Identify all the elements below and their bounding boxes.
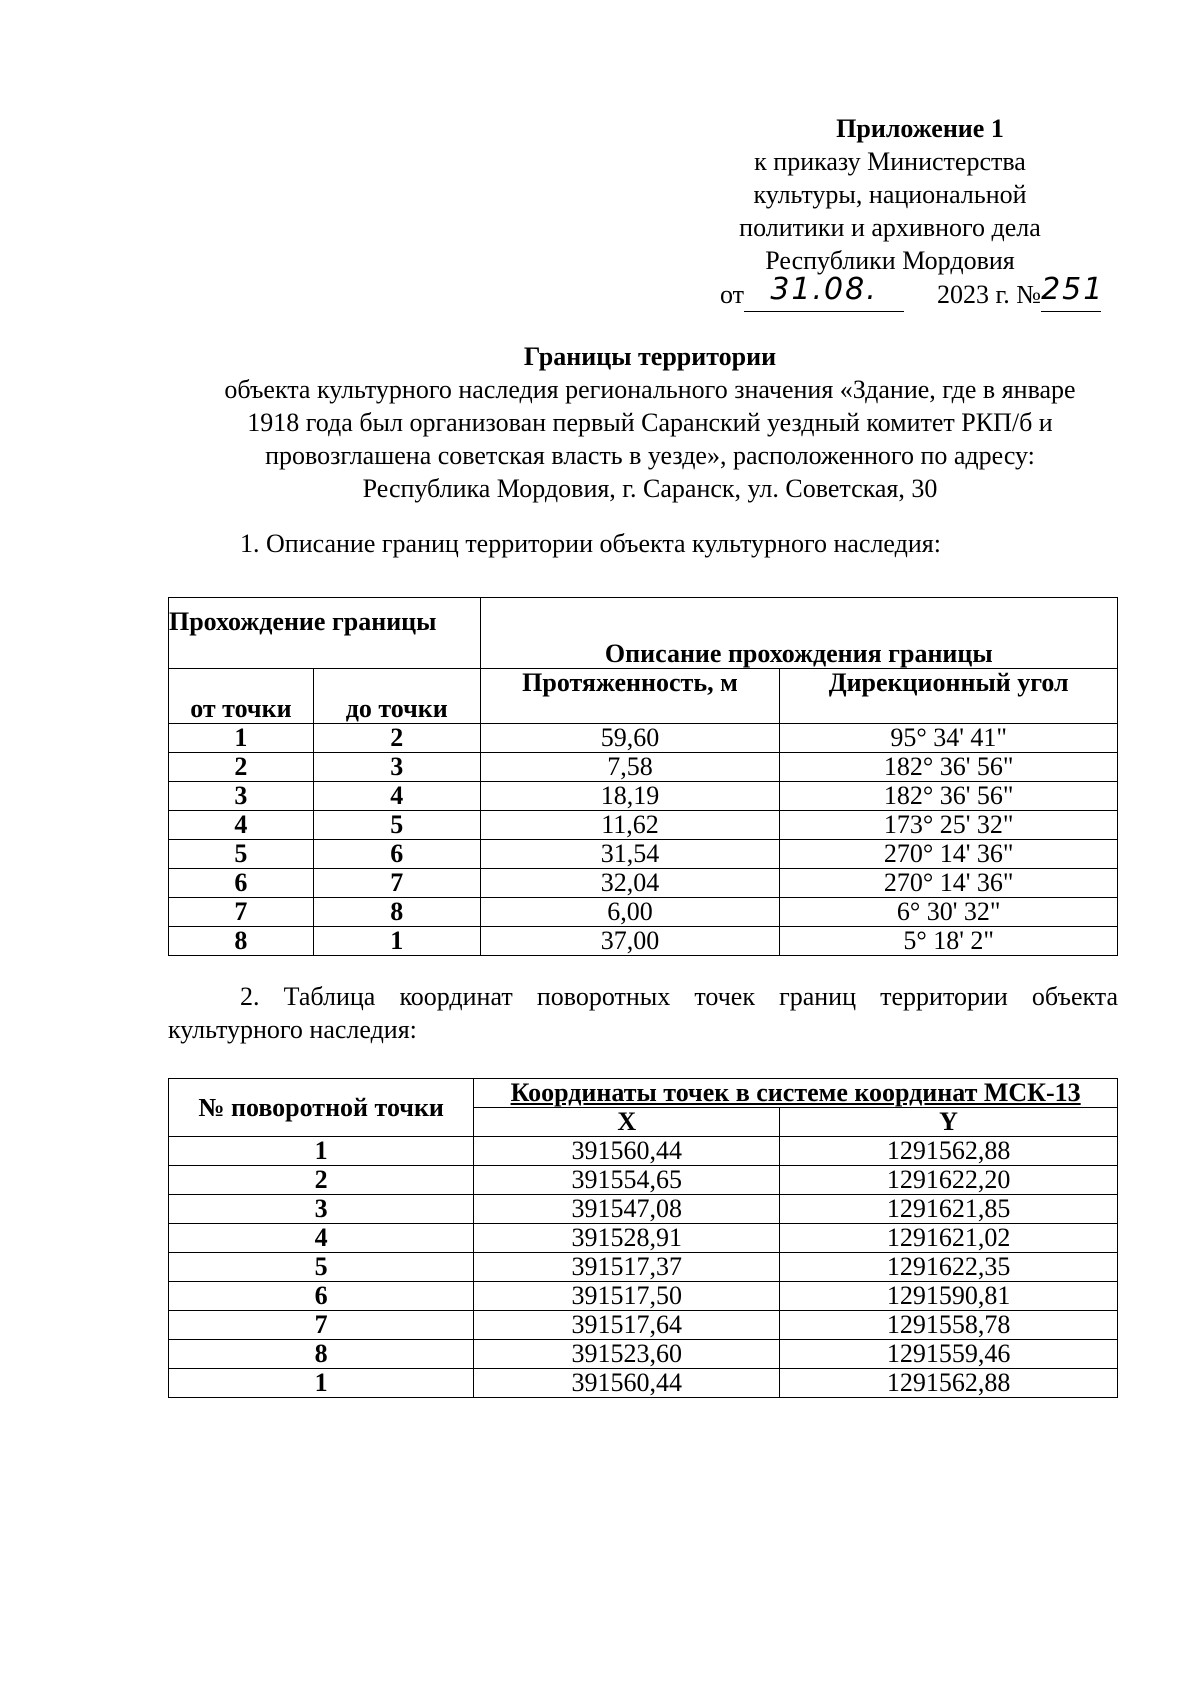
from-label: от [720, 280, 745, 309]
appendix-block [700, 112, 1080, 277]
cell-to-point: 2 [313, 724, 480, 753]
table-row [169, 1253, 1118, 1282]
cell-to-point: 7 [313, 869, 480, 898]
cell-angle: 95° 34' 41" [780, 724, 1118, 753]
cell-point-number: 2 [169, 1166, 474, 1195]
cell-from-point: 6 [169, 869, 314, 898]
header-boundary-description: Описание прохождения границы [480, 598, 1117, 669]
cell-length: 31,54 [480, 840, 780, 869]
appendix-line-2: культуры, национальной [753, 180, 1027, 209]
cell-x: 391528,91 [474, 1224, 780, 1253]
cell-x: 391560,44 [474, 1369, 780, 1398]
table-row [169, 1282, 1118, 1311]
cell-y: 1291590,81 [780, 1282, 1118, 1311]
cell-y: 1291621,85 [780, 1195, 1118, 1224]
cell-length: 37,00 [480, 927, 780, 956]
table-row [169, 1369, 1118, 1398]
cell-to-point: 6 [313, 840, 480, 869]
cell-y: 1291622,20 [780, 1166, 1118, 1195]
header-coordinates-system: Координаты точек в системе координат МСК-13 [474, 1079, 1118, 1108]
section-2-title: 2. Таблица координат поворотных точек границ территории объекта культурного наследия: [168, 982, 1118, 1044]
table-row [169, 1195, 1118, 1224]
cell-y: 1291559,46 [780, 1340, 1118, 1369]
cell-x: 391523,60 [474, 1340, 780, 1369]
table-row [169, 1340, 1118, 1369]
cell-y: 1291622,35 [780, 1253, 1118, 1282]
col-x: X [474, 1108, 780, 1137]
header-boundary-pass: Прохождение границы [169, 598, 481, 669]
table-row [169, 1137, 1118, 1166]
cell-angle: 173° 25' 32" [780, 811, 1118, 840]
col-point-number: № поворотной точки [169, 1079, 474, 1137]
section-1-title: 1. Описание границ территории объекта культурного наследия: [240, 529, 941, 558]
cell-from-point: 7 [169, 898, 314, 927]
cell-length: 11,62 [480, 811, 780, 840]
cell-to-point: 1 [313, 927, 480, 956]
order-date-number-line [720, 272, 1105, 312]
cell-y: 1291562,88 [780, 1137, 1118, 1166]
cell-to-point: 5 [313, 811, 480, 840]
cell-angle: 270° 14' 36" [780, 840, 1118, 869]
cell-x: 391517,37 [474, 1253, 780, 1282]
date-blank [744, 272, 904, 312]
cell-point-number: 1 [169, 1369, 474, 1398]
cell-from-point: 4 [169, 811, 314, 840]
handwritten-number: 251 [1041, 272, 1105, 307]
boundary-rows [169, 724, 1118, 956]
table-row [169, 840, 1118, 869]
cell-to-point: 4 [313, 782, 480, 811]
coordinates-table [168, 1078, 1118, 1398]
appendix-line-4: Республики Мордовия [765, 246, 1015, 275]
appendix-title: Приложение 1 [836, 114, 1004, 143]
cell-from-point: 1 [169, 724, 314, 753]
cell-length: 18,19 [480, 782, 780, 811]
cell-point-number: 3 [169, 1195, 474, 1224]
table-row [169, 898, 1118, 927]
table-row [169, 1311, 1118, 1340]
table-row [169, 782, 1118, 811]
cell-point-number: 4 [169, 1224, 474, 1253]
table-row [169, 753, 1118, 782]
year-number-label: 2023 г. № [937, 280, 1042, 309]
cell-y: 1291562,88 [780, 1369, 1118, 1398]
table-row [169, 1224, 1118, 1253]
handwritten-date: 31.08. [770, 272, 878, 307]
cell-from-point: 5 [169, 840, 314, 869]
col-angle: Дирекционный угол [780, 669, 1118, 724]
subtitle-line-2: 1918 года был организован первый Саранский уездный комитет РКП/б и [247, 408, 1053, 437]
cell-angle: 5° 18' 2" [780, 927, 1118, 956]
cell-x: 391517,50 [474, 1282, 780, 1311]
cell-to-point: 8 [313, 898, 480, 927]
cell-x: 391554,65 [474, 1166, 780, 1195]
subtitle-line-1: объекта культурного наследия регионального значения «Здание, где в январе [224, 375, 1076, 404]
table-row [169, 869, 1118, 898]
boundary-description-table [168, 597, 1118, 956]
table-row [169, 1166, 1118, 1195]
cell-length: 6,00 [480, 898, 780, 927]
document-heading: Границы территории [523, 342, 777, 371]
appendix-line-3: политики и архивного дела [739, 213, 1041, 242]
col-length: Протяженность, м [480, 669, 780, 724]
cell-from-point: 2 [169, 753, 314, 782]
subtitle-line-3: провозглашена советская власть в уезде», расположенного по адресу: [265, 441, 1035, 470]
document-title-block [170, 340, 1130, 505]
cell-from-point: 8 [169, 927, 314, 956]
cell-length: 32,04 [480, 869, 780, 898]
cell-y: 1291558,78 [780, 1311, 1118, 1340]
cell-point-number: 8 [169, 1340, 474, 1369]
cell-angle: 270° 14' 36" [780, 869, 1118, 898]
cell-angle: 6° 30' 32" [780, 898, 1118, 927]
cell-to-point: 3 [313, 753, 480, 782]
col-y: Y [780, 1108, 1118, 1137]
cell-x: 391560,44 [474, 1137, 780, 1166]
appendix-line-1: к приказу Министерства [754, 147, 1026, 176]
cell-y: 1291621,02 [780, 1224, 1118, 1253]
cell-point-number: 5 [169, 1253, 474, 1282]
cell-from-point: 3 [169, 782, 314, 811]
cell-point-number: 6 [169, 1282, 474, 1311]
subtitle-line-4: Республика Мордовия, г. Саранск, ул. Советская, 30 [362, 474, 938, 503]
col-to-point: до точки [313, 669, 480, 724]
table-row [169, 811, 1118, 840]
cell-length: 59,60 [480, 724, 780, 753]
cell-angle: 182° 36' 56" [780, 753, 1118, 782]
number-blank [1041, 272, 1105, 312]
cell-point-number: 1 [169, 1137, 474, 1166]
cell-x: 391517,64 [474, 1311, 780, 1340]
cell-angle: 182° 36' 56" [780, 782, 1118, 811]
cell-x: 391547,08 [474, 1195, 780, 1224]
table-row [169, 927, 1118, 956]
coordinate-rows [169, 1137, 1118, 1398]
cell-point-number: 7 [169, 1311, 474, 1340]
table-row [169, 724, 1118, 753]
col-from-point: от точки [169, 669, 314, 724]
cell-length: 7,58 [480, 753, 780, 782]
